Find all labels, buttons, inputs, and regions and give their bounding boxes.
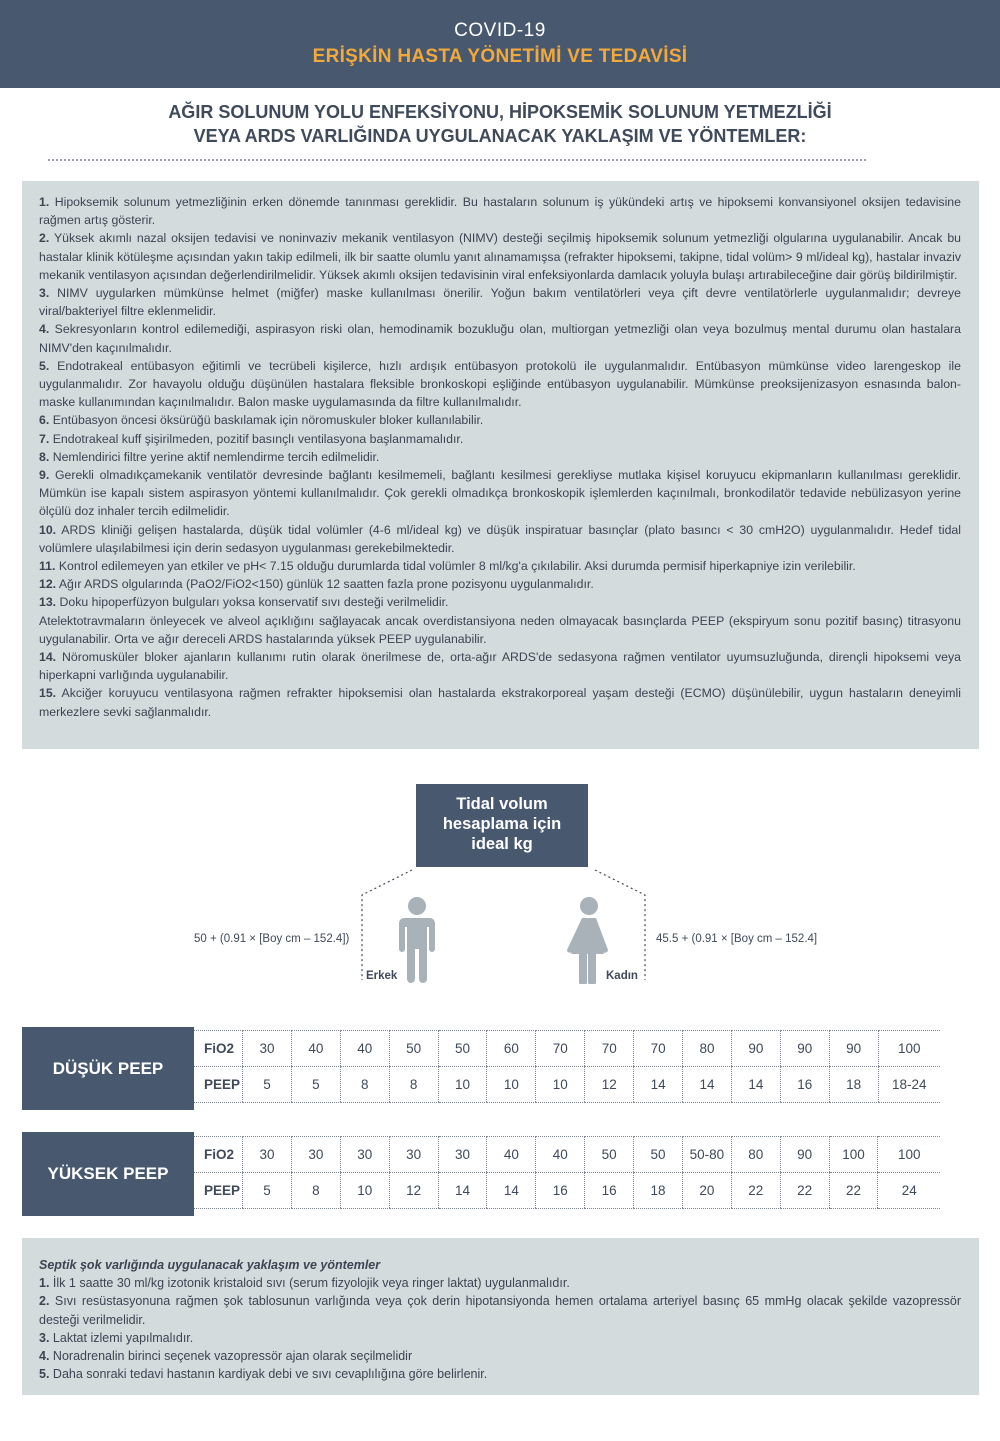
list-item: 11. Kontrol edilemeyen yan etkiler ve pH< 7.15 olduğu durumlarda tidal volümler 8 ml/kg'a çıkılabilir. Aksi durumda permisif hiperkapniye izin verilebilir. <box>39 559 856 574</box>
table-cell: 70 <box>536 1031 585 1067</box>
table-cell: 10 <box>438 1067 487 1103</box>
table-cell: 10 <box>536 1067 585 1103</box>
table-cell: 90 <box>780 1031 829 1067</box>
row-header: PEEP <box>194 1067 243 1103</box>
list-item: 8. Nemlendirici filtre yerine aktif nemlendirme tercih edilmelidir. <box>39 449 380 464</box>
table-cell: 14 <box>634 1067 683 1103</box>
table-cell: 80 <box>683 1031 732 1067</box>
table-cell: 10 <box>487 1067 536 1103</box>
table-cell: 60 <box>487 1031 536 1067</box>
table-cell: 40 <box>340 1031 389 1067</box>
table-row <box>194 1173 940 1209</box>
list-item: 12. Ağır ARDS olgularında (PaO2/FiO2<150) günlük 12 saatten fazla prone pozisyonu uygulanmalıdır. <box>39 577 594 592</box>
list-item: 1. İlk 1 saatte 30 ml/kg izotonik kristaloid sıvı (serum fizyolojik veya ringer laktat) uygulanmalıdır. <box>39 1276 570 1290</box>
table-row <box>194 1067 940 1103</box>
table-cell: 24 <box>878 1173 940 1209</box>
list-item: 10. ARDS kliniği gelişen hastalarda, düşük tidal volümler (4-6 ml/ideal kg) ve düşük inspiratuar basınçlar (plato basıncı < 30 cmH2O) uygulanmalıdır. Hedef tidal volümlere ulaşılabilmesi için derin sedasyon uygulanması gerekebilmektedir. <box>39 522 961 555</box>
table-cell: 14 <box>438 1173 487 1209</box>
header-subtitle: ERİŞKİN HASTA YÖNETİMİ VE TEDAVİSİ <box>312 46 688 67</box>
table-cell: 30 <box>243 1137 292 1173</box>
list-item: 13. Doku hipoperfüzyon bulguları yoksa konservatif sıvı desteği verilmelidir. <box>39 595 449 610</box>
table-cell: 8 <box>291 1173 340 1209</box>
tidal-title-line2: hesaplama için <box>442 815 562 833</box>
table-cell: 40 <box>536 1137 585 1173</box>
dotted-divider <box>48 159 866 161</box>
table-cell: 8 <box>389 1067 438 1103</box>
table-cell: 50 <box>438 1031 487 1067</box>
table-cell: 5 <box>243 1173 292 1209</box>
page-title <box>60 100 940 148</box>
header-banner <box>0 0 1000 88</box>
table-cell: 22 <box>731 1173 780 1209</box>
tidal-title-line3: ideal kg <box>471 835 533 853</box>
table-cell: 50-80 <box>682 1137 731 1173</box>
recommendations-box <box>22 181 979 749</box>
table-cell: 10 <box>340 1173 389 1209</box>
tidal-title-line1: Tidal volum <box>456 795 548 813</box>
list-item: 7. Endotrakeal kuff şişirilmeden, pozitif basınçlı ventilasyona başlanmamalıdır. <box>39 431 464 446</box>
table-cell: 40 <box>291 1031 340 1067</box>
list-item: 5. Daha sonraki tedavi hastanın kardiyak debi ve sıvı cevaplılığına göre belirlenir. <box>39 1367 488 1382</box>
table-cell: 70 <box>634 1031 683 1067</box>
table-cell: 14 <box>487 1173 536 1209</box>
list-item: 1. Hipoksemik solunum yetmezliğinin erken dönemde tanınması gereklidir. Bu hastaların solunum iş yükündeki artış ve hipoksemi konvansiyonel oksijen tedavisine rağmen artış gösterir. <box>39 195 961 228</box>
list-item: 3. Laktat izlemi yapılmalıdır. <box>39 1330 194 1345</box>
table-cell: 22 <box>829 1173 878 1209</box>
table-cell: 90 <box>731 1031 780 1067</box>
list-item: 6. Entübasyon öncesi öksürüğü baskılamak için nöromuskuler bloker kullanılabilir. <box>39 413 484 428</box>
table-cell: 30 <box>438 1137 487 1173</box>
low-peep-table <box>194 1030 940 1103</box>
page-title-line1: AĞIR SOLUNUM YOLU ENFEKSİYONU, HİPOKSEMİK SOLUNUM YETMEZLİĞİ <box>168 102 832 122</box>
female-label: Kadın <box>606 970 638 982</box>
table-cell: 12 <box>389 1173 438 1209</box>
table-cell: 16 <box>536 1173 585 1209</box>
table-row <box>194 1137 940 1173</box>
row-header: FiO2 <box>194 1137 243 1173</box>
septic-title: Septik şok varlığında uygulanacak yaklaşım ve yöntemler <box>39 1258 381 1272</box>
table-cell: 50 <box>389 1031 438 1067</box>
tidal-volume-box <box>416 784 588 867</box>
list-item: 4. Noradrenalin birinci seçenek vazopressör ajan olarak seçilmelidir <box>39 1349 413 1364</box>
list-item: 2. Yüksek akımlı nazal oksijen tedavisi ve noninvaziv mekanik ventilasyon (NIMV) desteği seçilmiş hipoksemik solunum yetmezliği olgularına uygulanabilir. Ancak bu hastalar klinik kötüleşme açısından yakın takip edilmeli, ilk bir saatte olumlu yanıt alınamamışsa (refrakter hipoksemi, takipne, tidal volüm> 9 ml/ideal kg), hastalar invaziv mekanik ventilasyon açısından değerlendirilmelidir. Yüksek akımlı oksijen tedavisinin viral enfeksiyonlarda damlacık yoluyla bulaşı artırabileceğine dair görüş bildirilmiştir. <box>39 231 961 282</box>
table-cell: 30 <box>389 1137 438 1173</box>
table-cell: 5 <box>291 1067 340 1103</box>
page-title-line2: VEYA ARDS VARLIĞINDA UYGULANACAK YAKLAŞIM VE YÖNTEMLER: <box>193 126 807 146</box>
table-row <box>194 1031 940 1067</box>
table-cell: 8 <box>340 1067 389 1103</box>
table-cell: 90 <box>780 1137 829 1173</box>
table-cell: 100 <box>878 1031 940 1067</box>
table-cell: 80 <box>731 1137 780 1173</box>
male-label: Erkek <box>366 970 398 982</box>
male-person-icon <box>396 896 438 984</box>
septic-shock-box <box>22 1238 979 1395</box>
table-cell: 14 <box>731 1067 780 1103</box>
list-item: 3. NIMV uygularken mümkünse helmet (miğfer) maske kullanılması önerilir. Yoğun bakım ventilatörleri veya çift devre ventilatörlerle uygulanmalıdır; devreye viral/bakteriyel filtre eklenmelidir. <box>39 286 961 319</box>
table-cell: 70 <box>585 1031 634 1067</box>
list-item: 4. Sekresyonların kontrol edilemediği, aspirasyon riski olan, hemodinamik bozukluğu olan, multiorgan yetmezliği olan veya bozulmuş mental durumu olan hastalara NIMV'den kaçınılmalıdır. <box>39 322 961 355</box>
table-cell: 90 <box>829 1031 878 1067</box>
high-peep-label: YÜKSEK PEEP <box>22 1132 194 1216</box>
male-formula: 50 + (0.91 × [Boy cm – 152.4]) <box>194 933 350 945</box>
row-header: FiO2 <box>194 1031 243 1067</box>
table-cell: 18-24 <box>878 1067 940 1103</box>
tidal-diagram-lines <box>0 860 1000 990</box>
table-cell: 5 <box>243 1067 292 1103</box>
table-cell: 30 <box>243 1031 292 1067</box>
table-cell: 100 <box>829 1137 878 1173</box>
table-cell: 16 <box>780 1067 829 1103</box>
table-cell: 100 <box>878 1137 940 1173</box>
table-cell: 18 <box>634 1173 683 1209</box>
list-item: 2. Sıvı resüstasyonuna rağmen şok tablosunun varlığında veya çok derin hipotansiyonda hemen ortalama arteriyel basınç 65 mmHg olacak şekilde vazopressör desteği verilmelidir. <box>39 1294 961 1327</box>
list-item: 14. Nöromusküler bloker ajanların kullanımı rutin olarak önerilmese de, orta-ağır ARDS'de sedasyona rağmen ventilator uyumsuzluğunda, dirençli hipoksemi veya hiperkapni varlığında uygulanabilir. <box>39 650 961 683</box>
list-item: 9. Gerekli olmadıkçamekanik ventilatör devresinde bağlantı kesilmemeli, bağlantı kesilmesi gerekliyse mutlaka kişisel koruyucu ekipmanların kullanılması gereklidir. Mümkün ise kapalı sistem aspirasyon yöntemi kullanılmalıdır. Çok gerekli olmadıkça bronkoskopik işlemlerden kaçınılmalı, bronkodilatör tedavide nebülizasyon yerine ölçülü doz inhaler tercih edilmelidir. <box>39 468 961 519</box>
table-cell: 50 <box>585 1137 634 1173</box>
table-cell: 18 <box>829 1067 878 1103</box>
row-header: PEEP <box>194 1173 243 1209</box>
low-peep-label: DÜŞÜK PEEP <box>22 1027 194 1110</box>
list-item: 15. Akciğer koruyucu ventilasyona rağmen refrakter hipoksemisi olan hastalarda ekstrakorporeal yaşam desteği (ECMO) düşünülebilir, uygun hastaların deneyimli merkezlere sevki sağlanmalıdır. <box>39 686 961 719</box>
high-peep-table <box>194 1136 940 1209</box>
header-title: COVID-19 <box>454 20 546 41</box>
table-cell: 30 <box>340 1137 389 1173</box>
table-cell: 16 <box>585 1173 634 1209</box>
female-formula: 45.5 + (0.91 × [Boy cm – 152.4] <box>656 933 818 945</box>
table-cell: 20 <box>682 1173 731 1209</box>
table-cell: 22 <box>780 1173 829 1209</box>
table-cell: 40 <box>487 1137 536 1173</box>
list-item: Atelektotravmaların önleyecek ve alveol açıklığını sağlayacak ancak overdistansiyona neden olmayacak basınçlarda PEEP (ekspiryum sonu pozitif basınç) titrasyonu uygulanabilir. Orta ve ağır dereceli ARDS hastalarında yüksek PEEP uygulanabilir. <box>39 613 961 646</box>
table-cell: 30 <box>291 1137 340 1173</box>
list-item: 5. Endotrakeal entübasyon eğitimli ve tecrübeli kişilerce, hızlı ardışık entübasyon protokolü ile uygulanmalıdır. Entübasyon mümkünse video larengeskop ile uygulanmalıdır. Zor havayolu olduğu düşünülen hastalara fleksible bronkoskopi eşliğinde entübasyon uygulanabilir. Mümkünse preoksijenizasyon esnasında balon-maske kullanımından kaçınılmalıdır. Balon maske uygulamasında da filtre kullanılmalıdır. <box>39 358 961 410</box>
table-cell: 12 <box>585 1067 634 1103</box>
table-cell: 50 <box>634 1137 683 1173</box>
table-cell: 14 <box>683 1067 732 1103</box>
